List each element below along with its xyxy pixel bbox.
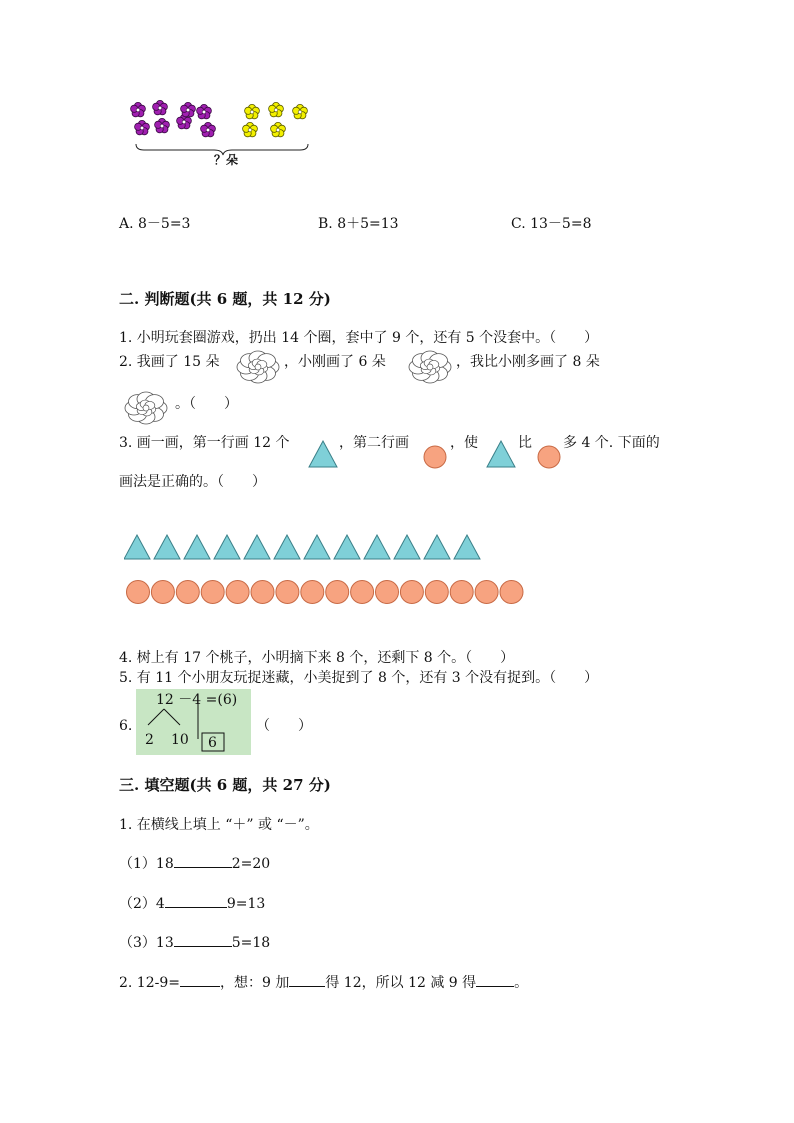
triangle-shape xyxy=(214,535,240,559)
circle-shape xyxy=(425,581,448,604)
circle-shape xyxy=(226,581,249,604)
yellow-flowers-group xyxy=(243,102,308,136)
s2-question-3e: 多 4 个. 下面的 xyxy=(563,435,660,451)
s2-question-1: 1. 小明玩套圈游戏，扔出 14 个圈，套中了 9 个，还有 5 个没套中。（ ） xyxy=(119,330,599,346)
flower xyxy=(181,102,196,116)
s2-question-3a: 3. 画一画，第一行画 12 个 xyxy=(119,435,290,451)
circle-shape xyxy=(400,581,423,604)
circle-shape xyxy=(301,581,324,604)
circles-row xyxy=(125,578,527,606)
circle-shape xyxy=(251,581,274,604)
s3-question-1: 1. 在横线上填上 “＋” 或 “－”。 xyxy=(119,817,319,833)
circle-shape xyxy=(376,581,399,604)
flower xyxy=(131,102,146,116)
s3-question-2: 2. 12-9= ，想：9 加 得 12，所以 12 减 9 得 。 xyxy=(119,972,528,993)
option-a[interactable]: A. 8－5=3 xyxy=(119,216,191,232)
triangle-shape xyxy=(334,535,360,559)
s3-item-1: （1）18 2=20 xyxy=(119,853,270,874)
flower xyxy=(269,102,284,116)
q6-equation: 12 －4 =(6) xyxy=(156,692,238,708)
triangle-shape xyxy=(364,535,390,559)
triangle-shape xyxy=(184,535,210,559)
circle-shape xyxy=(276,581,299,604)
s2-question-3b: ，第二行画 xyxy=(339,435,409,451)
flower xyxy=(155,118,170,132)
flower-count-label: ？朵 xyxy=(214,153,239,167)
circle-shape xyxy=(151,581,174,604)
triangle-shape xyxy=(154,535,180,559)
triangle-shape xyxy=(244,535,270,559)
flower xyxy=(135,120,150,134)
s2-question-4: 4. 树上有 17 个桃子，小明摘下来 8 个，还剩下 8 个。（ ） xyxy=(119,650,515,666)
answer-blank[interactable] xyxy=(289,972,325,987)
option-c[interactable]: C. 13－5=8 xyxy=(511,216,592,232)
q6-result: 6 xyxy=(208,735,217,751)
s2-question-5: 5. 有 11 个小朋友玩捉迷藏，小美捉到了 8 个，还有 3 个没有捉到。（ ） xyxy=(119,670,599,686)
circle-icon xyxy=(537,445,561,469)
s2-question-3c: ，使 xyxy=(450,435,478,451)
answer-blank[interactable] xyxy=(174,932,232,947)
circle-shape xyxy=(326,581,349,604)
purple-flowers-group xyxy=(131,100,216,136)
circle-shape xyxy=(450,581,473,604)
answer-blank[interactable] xyxy=(180,972,220,987)
q6-diagram xyxy=(136,689,251,755)
circle-shape xyxy=(201,581,224,604)
circle-shape xyxy=(127,581,150,604)
flower xyxy=(293,104,308,118)
triangle-shape xyxy=(124,535,150,559)
s2-question-2b: ，小刚画了 6 朵 xyxy=(284,354,386,370)
section2-heading: 二. 判断题(共 6 题，共 12 分) xyxy=(119,290,331,308)
s3-item-2: （2）4 9=13 xyxy=(119,893,265,914)
triangle-shape xyxy=(304,535,330,559)
flower xyxy=(153,100,168,114)
triangle-shape xyxy=(454,535,480,559)
answer-blank[interactable] xyxy=(476,972,514,987)
s3-item-3: （3）13 5=18 xyxy=(119,932,270,953)
s2-question-3f: 画法是正确的。（ ） xyxy=(119,474,266,490)
answer-blank[interactable] xyxy=(174,853,232,868)
circle-shape xyxy=(475,581,498,604)
flower xyxy=(271,122,286,136)
flower xyxy=(201,122,216,136)
answer-blank[interactable] xyxy=(165,893,227,908)
q6-split-left: 2 xyxy=(145,732,154,748)
s2-question-2a: 2. 我画了 15 朵 xyxy=(119,354,220,370)
circle-shape xyxy=(351,581,374,604)
flower xyxy=(243,122,258,136)
q6-split-right: 10 xyxy=(171,732,189,748)
flower xyxy=(245,104,260,118)
circle-shape xyxy=(500,581,523,604)
option-b[interactable]: B. 8＋5=13 xyxy=(318,216,399,232)
circle-icon xyxy=(423,445,447,469)
s2-question-3d: 比 xyxy=(518,435,532,451)
section3-heading: 三. 填空题(共 6 题，共 27 分) xyxy=(119,776,331,794)
triangle-icon xyxy=(308,440,338,468)
flower-icon xyxy=(404,347,456,387)
flower-icon xyxy=(232,347,284,387)
triangle-shape xyxy=(274,535,300,559)
s2-question-6-paren: （ ） xyxy=(256,718,312,734)
triangle-shape xyxy=(394,535,420,559)
circle-shape xyxy=(176,581,199,604)
s2-question-6-label: 6. xyxy=(119,718,133,734)
triangles-row xyxy=(124,534,484,560)
s2-question-2d: 。（ ） xyxy=(175,396,238,412)
s2-question-2c: ，我比小刚多画了 8 朵 xyxy=(456,354,600,370)
flower xyxy=(197,104,212,118)
flower-icon xyxy=(120,388,172,428)
triangle-shape xyxy=(424,535,450,559)
triangle-icon xyxy=(486,440,516,468)
